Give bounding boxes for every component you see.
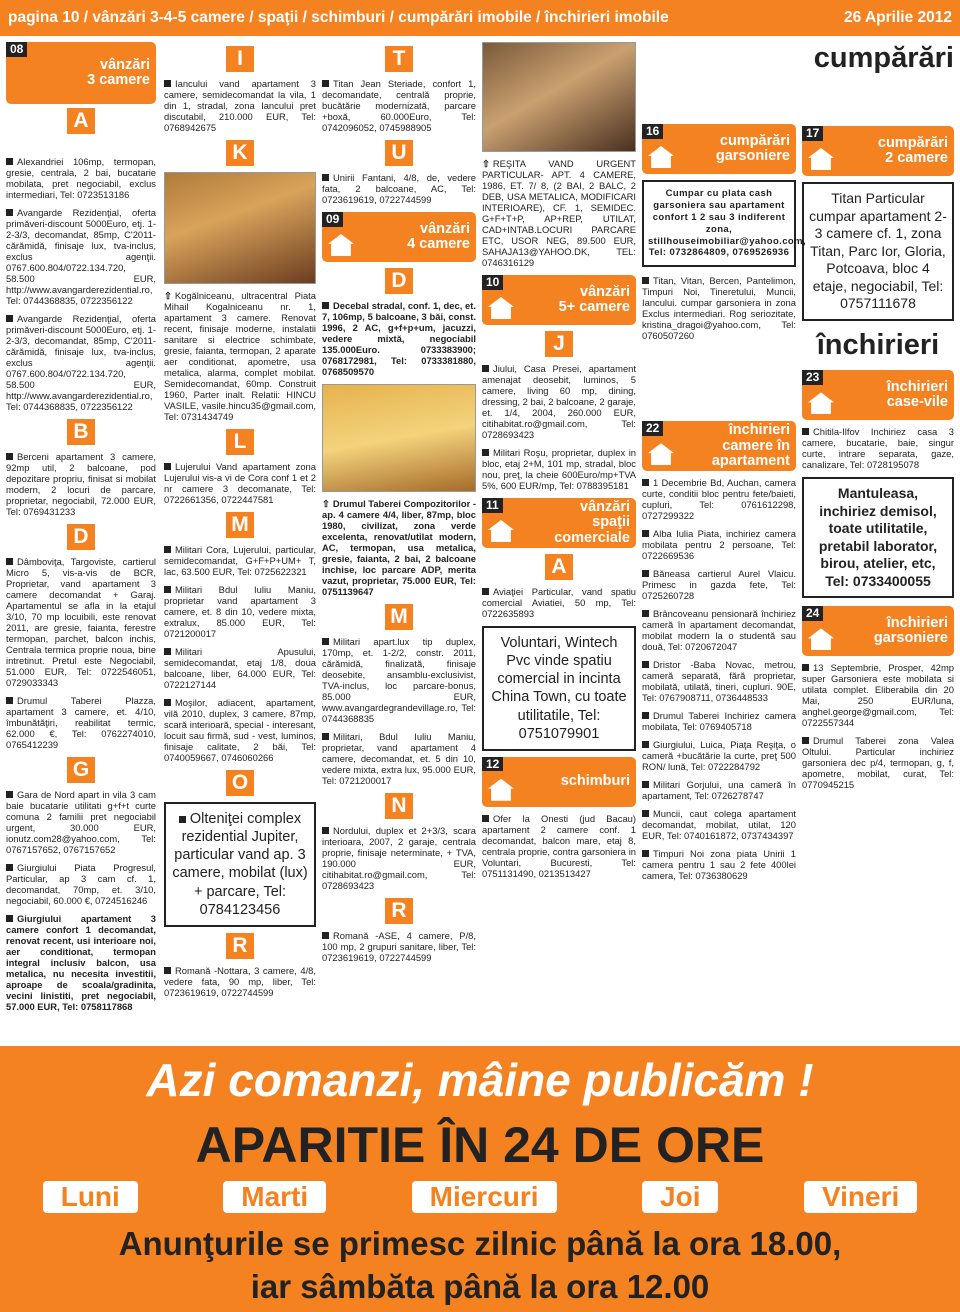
arrow-icon: ⇧ [482,158,490,169]
listing: Militari Bdul Iuliu Maniu, proprietar vand apartament 3 camere, et. 8 din 10, vedere mixta, extralux, 85.000 EUR, Tel: 0721200017 [164,584,316,639]
arrow-icon: ⇧ [164,290,172,301]
letter-m: M [385,604,413,630]
day-label: Joi [642,1181,718,1214]
day-label: Miercuri [412,1181,557,1214]
apartment-photo [164,172,316,284]
listing: Militari, Bdul Iuliu Maniu, proprietar, vand apartament 4 camere, decomandat, et. 5 din 10, vedere mixta, extra lux, 95.000 EUR, Tel: 0721200017 [322,731,476,786]
listing: Nordului, duplex et 2+3/3, scara interioara, 2007, 2 garaje, centrala proprie, finisaje neterminate, + TVA, 190.000 EUR, citihabitat.ro@gmail.com, Tel: 0728693423 [322,825,476,891]
bullet-icon [642,530,649,537]
bullet-icon [164,586,171,593]
section-label-2: 2 camere [885,150,948,166]
letter-r: R [385,898,413,924]
house-icon [648,443,674,465]
house-icon [488,520,514,542]
bullet-icon [6,697,13,704]
letter-n: N [385,793,413,819]
section-label-1: vânzări [420,220,470,237]
listing: Giurgiului, Luica, Piaţa Reşiţa, o cameră +bucătărie la curte, preţ 500 RON/ lună, Tel: 0722284792 [642,739,796,773]
section-number: 24 [802,606,823,621]
header-title: pagina 10 / vânzări 3-4-5 camere / spaţii / schimburi / cumpărări imobile / închirieri imobile [8,8,669,26]
footer-slogan: Azi comanzi, mâine publicăm ! [0,1046,960,1114]
bullet-icon [642,810,649,817]
arrow-icon: ⇧ [322,498,330,509]
listing: Militari Apusului, semidecomandat, etaj 1/8, doua balcoane, liber, 64.000 EUR, Tel: 0722127144 [164,646,316,690]
section-label-1: cumpărări [719,132,790,149]
listing: Decebal stradal, conf. 1, dec, et. 7, 106mp, 5 balcoane, 3 băi, const. 1996, 2 AC, g+f+p+um, jacuzzi, vedere mixtă, negociabil 135.000Euro. 0733383900; 0768172981, Tel: 0733381880, 0768509570 [322,300,476,377]
listing: Titan, Vitan, Bercen, Pantelimon, Timpuri Noi, Tineretului, Muncii, Iancului. cumpar garsoniera in zona Exclus intermediari. Rog seriozitate, kristina_dragoi@yahoo.com, Tel: 0760507260 [642,275,796,342]
column-1 [6,42,156,1042]
bullet-icon [179,816,186,823]
section-11 [482,498,636,548]
listing: Drumul Taberei zona Valea Oltului. Particular inchiriez garsoniera dec p/4, termopan, g, f, apometre, mobilat, curat, Tel: 0770945215 [802,735,954,791]
section-number: 08 [6,42,27,57]
room-photo [482,42,636,152]
listing: 1 Decembrie Bd, Auchan, camera curte, conditii bloc pentru fete/baieti, cupluri, Tel: 0761612298, 0727299322 [642,477,796,522]
house-icon [808,148,834,170]
listing: Militari apart.lux tip duplex, 170mp, et. 1-2/2, constr. 2011, cărămidă, finalizată, finisaje deosebite, ansamblu-exclusivist, TVA-inclus, loc parcare-bonus, 85.000 EUR, www.avangardegrandevillage.ro, Tel: 0744368835 [322,636,476,724]
section-22 [642,421,796,471]
footer-headline: APARITIE ÎN 24 DE ORE [0,1114,960,1176]
listing: Dristor -Baba Novac, metrou, cameră separată, fără proprietar, mobilată, utilată, tineri, cupluri. 90E, Tel: 0767908711, 0736448533 [642,659,796,704]
bullet-icon [322,827,329,834]
listing: Militari Roşu, proprietar, duplex in bloc, etaj 2+M, 101 mp, stradal, bloc nou, preţ, la cheie 600Euro/mp+TVA 5%, 600 EUR/mp, Tel: 0788395181 [482,447,636,491]
listing: Militari Gorjului, una cameră în apartament, Tel: 0726278747 [642,779,796,802]
bullet-icon [642,781,649,788]
section-label-2: 4 camere [407,236,470,252]
section-label-2: case-vile [886,394,948,411]
listing: 13 Septembrie, Prosper, 42mp super Garsoniera este mobilata si utilata complet. Eliberabila din 20 Mai, 250 EUR/luna, anghel.george@gmail.com, Tel: 0722557344 [802,662,954,729]
listing: Militari Cora, Lujerului, particular, semidecomandat, G+F+P+UM+ T, lac, 63.500 EUR, Tel: 0725622321 [164,544,316,577]
day-label: Vineri [804,1181,917,1214]
letter-d: D [67,524,95,550]
listing: Romană -ASE, 4 camere, P/8, 100 mp, 2 grupuri sanitare, liber, Tel: 0723619619, 0722744599 [322,930,476,963]
listing: Gara de Nord apart in vila 3 cam baie bucatarie utilitati g+f+t curte comuna 2 familii pret negociabil urgent, 30.000 EUR, ionutz.com28@yahoo.com, Tel: 0767157652, 0767157652 [6,789,156,855]
day-label: Marti [223,1181,326,1214]
bullet-icon [164,80,171,87]
section-09 [322,212,476,262]
letter-a: A [67,108,95,134]
section-16 [642,124,796,174]
header-date: 26 Aprilie 2012 [844,8,952,26]
letter-b: B [67,419,95,445]
bullet-icon [802,428,809,435]
bullet-icon [6,315,13,322]
footer-note [0,1218,960,1312]
listing: Alexandriei 106mp, termopan, gresie, centrala, 2 bai, bucatarie mobilata, pret negociabil, exclus intermediari, Tel: 0723513186 [6,156,156,200]
letter-i: I [226,46,254,72]
bullet-icon [164,967,171,974]
bullet-icon [322,302,329,309]
section-17 [802,126,954,176]
listing: Chitila-Ilfov Inchiriez casa 3 camere, bucatarie, baie, singur curte, intrare separata, gaze, canalizare, Tel: 0728195078 [802,426,954,471]
listing: Muncii, caut colega apartament decomandat, mobilat, utilat, 120 EUR, Tel: 0740161872, 0737434397 [642,808,796,842]
bullet-icon [164,699,171,706]
letter-o: O [226,770,254,796]
section-08 [6,42,156,104]
listing: ⇧ Kogălniceanu, ultracentral Piata Mihail Kogalniceanu nr. 1, apartament 3 camere. Renovat recent, finisaje moderne, instalatii sanitare si electrice schimbate, gresie, faianta, termopan, 2 aparate aer conditionat, apometre, usa metalica, alarma, complet mobilat. Semidecomandat, 60mp. Construit 1960, Parter inalt. Relatii: HINCU VASILE, vasile.hincu35@gmail.com, Tel: 0731434749 [164,290,316,422]
listing: Giurgiului Piata Progresul, Particular, ap 3 cam cf. 1, decomandat, 70mp, et. 3/10, negociabil, 60.000 €, 0724516246 [6,862,156,906]
listing: Dâmboviţa, Targoviste, cartierul Micro 5, vis-a-vis de BCR, Proprietar, vand apartament 3 camere decomandat + Garaj. Apartamentul se afla in la etajul 3/10, 70 mp locuibili, este renovat 2011, are gresie, faianta, ferestre termopan, parchet, balcon inchis, Centrala termica proprie noua, bine intretinut. Pretul este Negociabil, 51.000 EUR, Tel: 0722546051, 0729033343 [6,556,156,688]
footer-note-line-1: Anunţurile se primesc zilnic până la ora 18.00, [118,1225,842,1262]
bullet-icon [6,558,13,565]
listing: Drumul Taberei Inchiriez camera mobilata, Tel: 0769405718 [642,710,796,733]
listing: Lujerului Vand apartament zona Lujerului vis-a vi de Cora conf 1 et 2 nr camere 3 decomanate, Tel: 0722661356, 0722447581 [164,461,316,505]
column-3 [322,42,476,1042]
column-6 [802,126,954,1042]
section-number: 12 [482,757,503,772]
house-icon [808,628,834,650]
house-icon [488,779,514,801]
section-label-1: vânzări [100,56,150,73]
section-number: 22 [642,421,663,436]
bullet-icon [6,915,13,922]
column-2 [164,42,316,1042]
letter-j: J [545,331,573,357]
listing: Avangarde Rezidenţial, oferta primăveri-discount 5000Euro, etj. 1-2-3/3, decomandat, 85mp, C'2011-cărămidă, finisaje lux, tva-inclus, exclus agenţii. 0767.600.804/0722.134.720, 58.500 EUR, http://www.avangarderezidential.ro, Tel: 0744368835, 0722356122 [6,207,156,306]
bullet-icon [322,174,329,181]
letter-u: U [385,140,413,166]
section-label-1: vânzări [580,283,630,300]
listing: Drumul Taberei Plazza, apartament 3 camere, et. 4/10, îmbunătăţiri, reabilitat termic, 62.000 €, Tel: 0762274010, 0765412239 [6,695,156,750]
page-header [0,0,960,36]
listing: Ofer la Onesti (jud Bacau) apartament 2 camere conf. 1 decomandat, balcon mare, etaj 8, centrala proprie, contra garsoniera in Voluntari, Bucuresti, Tel: 0751131490, 0213513427 [482,812,636,879]
bullet-icon [6,453,13,460]
section-label-2: garsoniere [873,630,948,647]
bullet-icon [322,932,329,939]
section-number: 09 [322,212,343,227]
section-label-1: vânzări [580,499,630,516]
listing: ⇧ Drumul Taberei Compozitorilor - ap. 4 camere 4/4, liber, 87mp, bloc 1980, civilizat, zona verde excelenta, renovat/utilat modern, AC, termopan, usa metalica, gresie, faianta, 2 bai, 2 balcoane inchise, loc parcare ADP, merita vazut, proprietar, 75.000 EUR, Tel: 0751139647 [322,498,476,597]
listing: Romană -Nottara, 3 camere, 4/8, vedere fata, 90 mp, liber, Tel: 0723619619, 0722744599 [164,964,316,998]
featured-ad: Voluntari, Wintech Pvc vinde spatiu comercial in incinta China Town, cu toate utilitatile, Tel: 0751079901 [482,626,636,751]
letter-l: L [226,429,254,455]
bullet-icon [164,648,171,655]
section-number: 10 [482,275,503,290]
section-number: 17 [802,126,823,141]
bullet-icon [322,638,329,645]
letter-g: G [67,757,95,783]
house-icon [808,392,834,414]
letter-m: M [226,512,254,538]
bullet-icon [6,158,13,165]
letter-t: T [385,46,413,72]
bullet-icon [6,209,13,216]
listing: Brâncoveanu pensionară închiriez cameră în apartament decomandat, mobilat modern la o studentă sau două, Tel: 0720672047 [642,608,796,653]
section-label-1: închirieri [886,615,948,632]
section-10 [482,275,636,325]
footer-note-line-2: iar sâmbăta până la ora 12.00 [250,1268,710,1305]
apartment-photo [322,384,476,492]
section-12 [482,757,636,807]
section-label-2: garsoniere [715,148,790,164]
section-number: 11 [482,498,503,513]
bullet-icon [482,449,489,456]
section-label-2: 5+ camere [558,299,630,315]
listing: Moşilor, adiacent, apartament, vilă 2010, duplex, 3 camere, 87mp, scară interioară, special - interesant, locuit sau firmă, sud - vest, luminos, finisaje calitate, 2 băi, Tel: 0740059667, 0746060266 [164,697,316,763]
section-number: 16 [642,124,663,139]
house-icon [328,234,354,256]
letter-r: R [226,933,254,959]
listing: Iancului vand apartament 3 camere, semidecomandat la vila, 1 din 1, stradal, zona Iancului pret discutabil, 210.000 EUR, Tel: 0768942675 [164,78,316,133]
featured-ad: Olteniţei complex rezidential Jupiter, particular vand ap. 3 camere, mobilat (lux) + parcare, Tel: 0784123456 [164,802,316,927]
listing: Titan Jean Steriade, confort 1, decomandate, centrală proprie, bucătărie modernizată, parcare +boxă, 60.000Euro, Tel: 0742096052, 0745988905 [322,78,476,133]
section-label-2: spaţii comerciale [554,514,630,546]
bullet-icon [802,737,809,744]
column-4 [482,42,636,1042]
listing: Băneasa cartierul Aurel Vlaicu. Primesc in gazda fete, Tel: 0725260728 [642,568,796,602]
listing: Timpuri Noi zona piata Unirii 1 camera pentru 1 sau 2 fete 400lei camera, Tel: 0736380629 [642,848,796,882]
section-label-2: schimburi [560,773,630,790]
bullet-icon [6,791,13,798]
day-label: Luni [43,1181,138,1214]
letter-k: K [226,140,254,166]
listing: Alba Iulia Piata, inchiriez camera mobilata pentru 2 persoane, Tel: 0722669536 [642,528,796,562]
bullet-icon [642,850,649,857]
section-label-1: închirieri [886,379,948,396]
bullet-icon [642,610,649,617]
featured-ad: Cumpar cu plata cash garsoniera sau apartament confort 1 2 sau 3 indiferent zona, stillhouseimobiliar@yahoo.com, Tel: 0732864809, 0769526936 [642,180,796,267]
section-label-2: camere în apartament [711,437,790,469]
section-label-1: închirieri [728,422,790,439]
bullet-icon [482,365,489,372]
bullet-icon [164,463,171,470]
featured-ad: Titan Particular cumpar apartament 2-3 camere cf. 1, zona Titan, Parc Ior, Gloria, Potcoava, bloc 4 etaje, negociabil, Tel: 0757111678 [802,182,954,321]
house-icon [648,146,674,168]
section-24 [802,606,954,656]
house-icon [488,297,514,319]
bullet-icon [6,864,13,871]
listing: Berceni apartament 3 camere, 92mp util, 2 balcoane, pod depozitare propriu, finisat si mobilat modern, 2 locuri de parcare, proprietar, negociabil, 72.000 EUR, Tel: 0769431233 [6,451,156,517]
listing: Aviaţiei Particular, vand spatiu comercial Aviatiei, 50 mp, Tel: 0722635893 [482,586,636,619]
section-label-1: cumpărări [877,134,948,151]
inchirieri-title: închirieri [816,328,940,361]
featured-ad: Mantuleasa, inchiriez demisol, toate utilitatile, pretabil laborator, birou, atelier, etc, Tel: 0733400055 [802,477,954,598]
section-23 [802,370,954,420]
bullet-icon [322,80,329,87]
bullet-icon [482,588,489,595]
bullet-icon [164,546,171,553]
letter-a: A [545,554,573,580]
listing: ⇧ REŞITA VAND URGENT PARTICULAR- APT. 4 CAMERE, 1986, ET. 7/ 8, (2 BAI, 2 BALC, 2 DEB, USA METALICA, MODIFICARI INTERIOARE), CF. 1, SEMIDEC. G+F+T+P, AP+REP, UTILAT, CAD+INTAB.LOCURI PARCARE ETC, USOR NEG, 89.500 EUR, SAHAJA13@YAHOO.DK, TEL: 0746316129 [482,158,636,268]
listing: Jiului, Casa Presei, apartament amenajat deosebit, luminos, 5 camere, living 60 mp, dining, dressing, 2 bai, 2 balcoane, 2 garaje, et. 1/4, 2004, 260.000 EUR, citihabitat.ro@gmail.com, Tel: 0728693423 [482,363,636,440]
listing: Avangarde Rezidenţial, oferta primăveri-discount 5000Euro, etj. 1-2-3/3, decomandat, 85mp, C'2011-cărămidă, finisaje lux, tva-inclus, exclus agenţii. 0767.600.804/0722.134.720, 58.500 EUR, http://www.avangarderezidential.ro, Tel: 0744368835, 0722356122 [6,313,156,412]
bullet-icon [642,479,649,486]
bullet-icon [642,661,649,668]
section-number: 23 [802,370,823,385]
bullet-icon [482,815,489,822]
section-label-2: 3 camere [87,72,150,88]
cumparari-title: cumpărări [813,42,954,74]
listing: Unirii Fantani, 4/8, de, vedere fata, 2 balcoane, AC, Tel: 0723619619, 0722744599 [322,172,476,205]
letter-d: D [385,268,413,294]
footer-days [0,1176,960,1218]
bullet-icon [802,664,809,671]
bullet-icon [642,277,649,284]
bullet-icon [642,741,649,748]
bullet-icon [322,733,329,740]
bullet-icon [642,570,649,577]
listing: Giurgiului apartament 3 camere confort 1 decomandat, renovat recent, usi interioare noi, aer conditionat, termopan integral inclusiv balcon, usa metalica, nu necesita investitii, aproape de scoala/gradinita, vecini linistiti, pret negociabil, 57.000 EUR, Tel: 0758117868 [6,913,156,1012]
bullet-icon [642,712,649,719]
